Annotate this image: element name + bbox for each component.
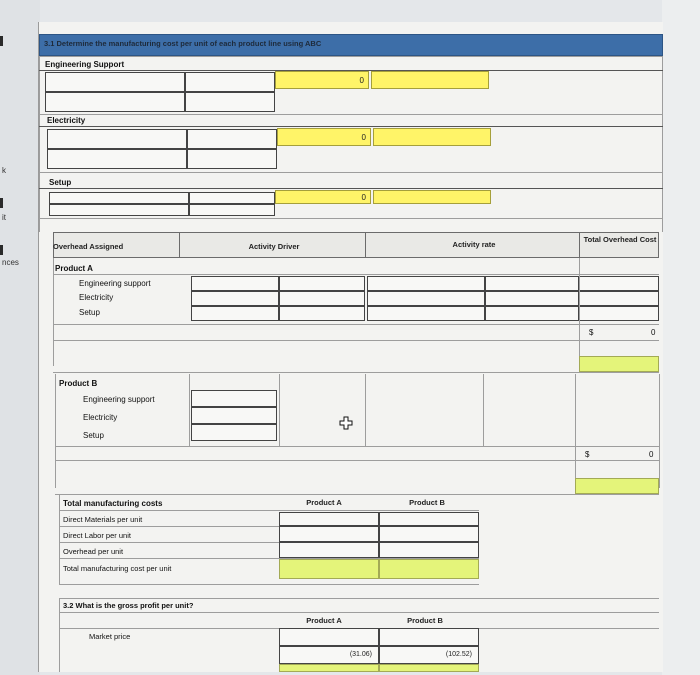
grid-line [59,598,60,672]
background-margin [662,0,700,675]
product-b-label: Product B [59,379,98,388]
grid-line [579,232,580,258]
mouse-cursor-icon [339,416,353,430]
gp-product-a-input[interactable] [279,628,379,646]
engineering-input-3[interactable] [45,92,185,112]
grid-line [59,584,479,585]
grid-line [575,374,576,488]
product-b-currency: $ [585,450,590,459]
product-b-item: Setup [83,431,104,440]
product-a-rate-input[interactable] [367,291,485,306]
product-a-driver-input[interactable] [191,276,279,291]
engineering-rate-cell[interactable] [275,71,369,89]
gp-product-b-total-cell[interactable] [379,664,479,672]
grid-line [53,340,659,341]
sidebar-fragment: k [2,166,6,175]
product-a-currency: $ [589,328,594,337]
engineering-input-4[interactable] [185,92,275,112]
grid-line [179,232,180,258]
mfg-costs-header: Total manufacturing costs [63,499,163,508]
mfg-product-b-input[interactable] [379,542,479,558]
product-a-driver-input[interactable] [279,306,365,321]
grid-line [483,374,484,446]
grid-line [365,374,366,446]
background-window-edge [0,0,40,675]
product-b-item: Electricity [83,413,118,422]
gp-product-b-input[interactable] [379,628,479,646]
grid-line [55,446,659,447]
product-a-item: Setup [79,308,100,317]
gross-profit-title: 3.2 What is the gross profit per unit? [63,601,194,610]
mfg-product-b-input[interactable] [379,526,479,542]
product-b-total-value: 0 [649,450,654,459]
activity-driver-header: Activity Driver [248,242,300,251]
product-a-rate-input[interactable] [367,306,485,321]
grid-line [662,56,663,232]
product-a-rate-input[interactable] [485,291,579,306]
setup-input-3[interactable] [49,204,189,216]
grid-line [59,612,659,613]
electricity-label: Electricity [47,116,86,125]
sidebar-fragment: it [2,213,6,222]
grid-line [53,372,659,373]
gp-product-a-value-cell[interactable] [279,646,379,664]
grid-line [39,172,663,173]
product-b-driver-input[interactable] [191,390,277,407]
engineering-input-2[interactable] [185,72,275,92]
mfg-row-label: Direct Labor per unit [63,531,131,540]
grid-line [53,258,54,366]
total-overhead-header: Total Overhead Cost [583,235,657,244]
grid-line [659,374,660,488]
mfg-product-b-header: Product B [409,498,445,507]
product-a-total-input[interactable] [579,291,659,306]
product-a-driver-input[interactable] [279,291,365,306]
grid-line [55,460,659,461]
product-b-total-overhead-cell[interactable] [575,478,659,494]
mfg-product-a-header: Product A [306,498,342,507]
product-b-driver-input[interactable] [191,407,277,424]
grid-line [55,374,56,488]
product-a-item: Engineering support [79,279,151,288]
engineering-input-1[interactable] [45,72,185,92]
gp-product-a-header: Product A [306,616,342,625]
product-a-rate-input[interactable] [485,306,579,321]
grid-line [279,374,280,446]
gp-product-b-value-cell[interactable] [379,646,479,664]
electricity-rate-cell[interactable] [277,128,371,146]
section-title-bar [39,34,663,56]
electricity-input-4[interactable] [187,149,277,169]
product-a-total-value: 0 [651,328,656,337]
setup-rate-cell[interactable] [275,190,371,204]
product-a-item: Electricity [79,293,114,302]
grid-line [39,218,663,219]
activity-rate-header: Activity rate [452,240,496,249]
gp-product-a-total-cell[interactable] [279,664,379,672]
sidebar-marker [0,36,3,46]
grid-line [39,188,663,189]
grid-line [189,374,190,446]
mfg-product-b-total-cell[interactable] [379,559,479,579]
mfg-row-label: Overhead per unit [63,547,124,556]
grid-line [365,232,366,258]
mfg-row-label: Direct Materials per unit [63,515,143,524]
product-a-driver-input[interactable] [279,276,365,291]
mfg-product-a-total-cell[interactable] [279,559,379,579]
electricity-input-3[interactable] [47,149,187,169]
electricity-total-cell[interactable] [373,128,491,146]
product-a-driver-input[interactable] [191,306,279,321]
engineering-total-cell[interactable] [371,71,489,89]
spreadsheet [38,22,663,672]
grid-line [55,494,659,495]
setup-input-1[interactable] [49,192,189,204]
grid-line [579,258,580,366]
product-a-total-overhead-cell[interactable] [579,356,659,372]
setup-label: Setup [49,178,72,187]
product-a-rate-input[interactable] [485,276,579,291]
grid-line [53,324,659,325]
engineering-support-label: Engineering Support [45,60,125,69]
product-a-driver-input[interactable] [191,291,279,306]
electricity-input-1[interactable] [47,129,187,149]
gp-product-a-value: (31.06) [349,651,372,658]
gp-product-b-value: (102.52) [445,651,472,658]
market-price-label: Market price [89,632,131,641]
electricity-rate-value: 0 [361,133,366,142]
product-a-label: Product A [55,264,93,273]
setup-input-2[interactable] [189,192,275,204]
setup-total-cell[interactable] [373,190,491,204]
sidebar-marker [0,198,3,208]
product-a-total-input[interactable] [579,306,659,321]
product-b-item: Engineering support [83,395,155,404]
grid-line [39,56,663,57]
mfg-product-a-input[interactable] [279,526,379,542]
grid-line [53,274,659,275]
setup-rate-value: 0 [361,193,366,202]
product-a-rate-input[interactable] [367,276,485,291]
overhead-assigned-header: Overhead Assigned [53,242,124,251]
sidebar-fragment: nces [2,258,19,267]
mfg-row-label: Total manufacturing cost per unit [63,564,172,573]
setup-input-4[interactable] [189,204,275,216]
mfg-product-a-input[interactable] [279,542,379,558]
sidebar-marker [0,245,3,255]
gp-product-b-header: Product B [407,616,443,625]
electricity-input-2[interactable] [187,129,277,149]
grid-line [59,494,60,584]
section-title: 3.1 Determine the manufacturing cost per unit of each product line using ABC [44,39,322,48]
engineering-rate-value: 0 [359,76,364,85]
grid-line [59,598,659,599]
grid-line [39,126,663,127]
mfg-product-a-input[interactable] [279,512,379,526]
grid-line [39,114,663,115]
grid-line [59,510,479,511]
product-b-driver-input[interactable] [191,424,277,441]
mfg-product-b-input[interactable] [379,512,479,526]
grid-line [39,56,40,232]
product-a-total-input[interactable] [579,276,659,291]
